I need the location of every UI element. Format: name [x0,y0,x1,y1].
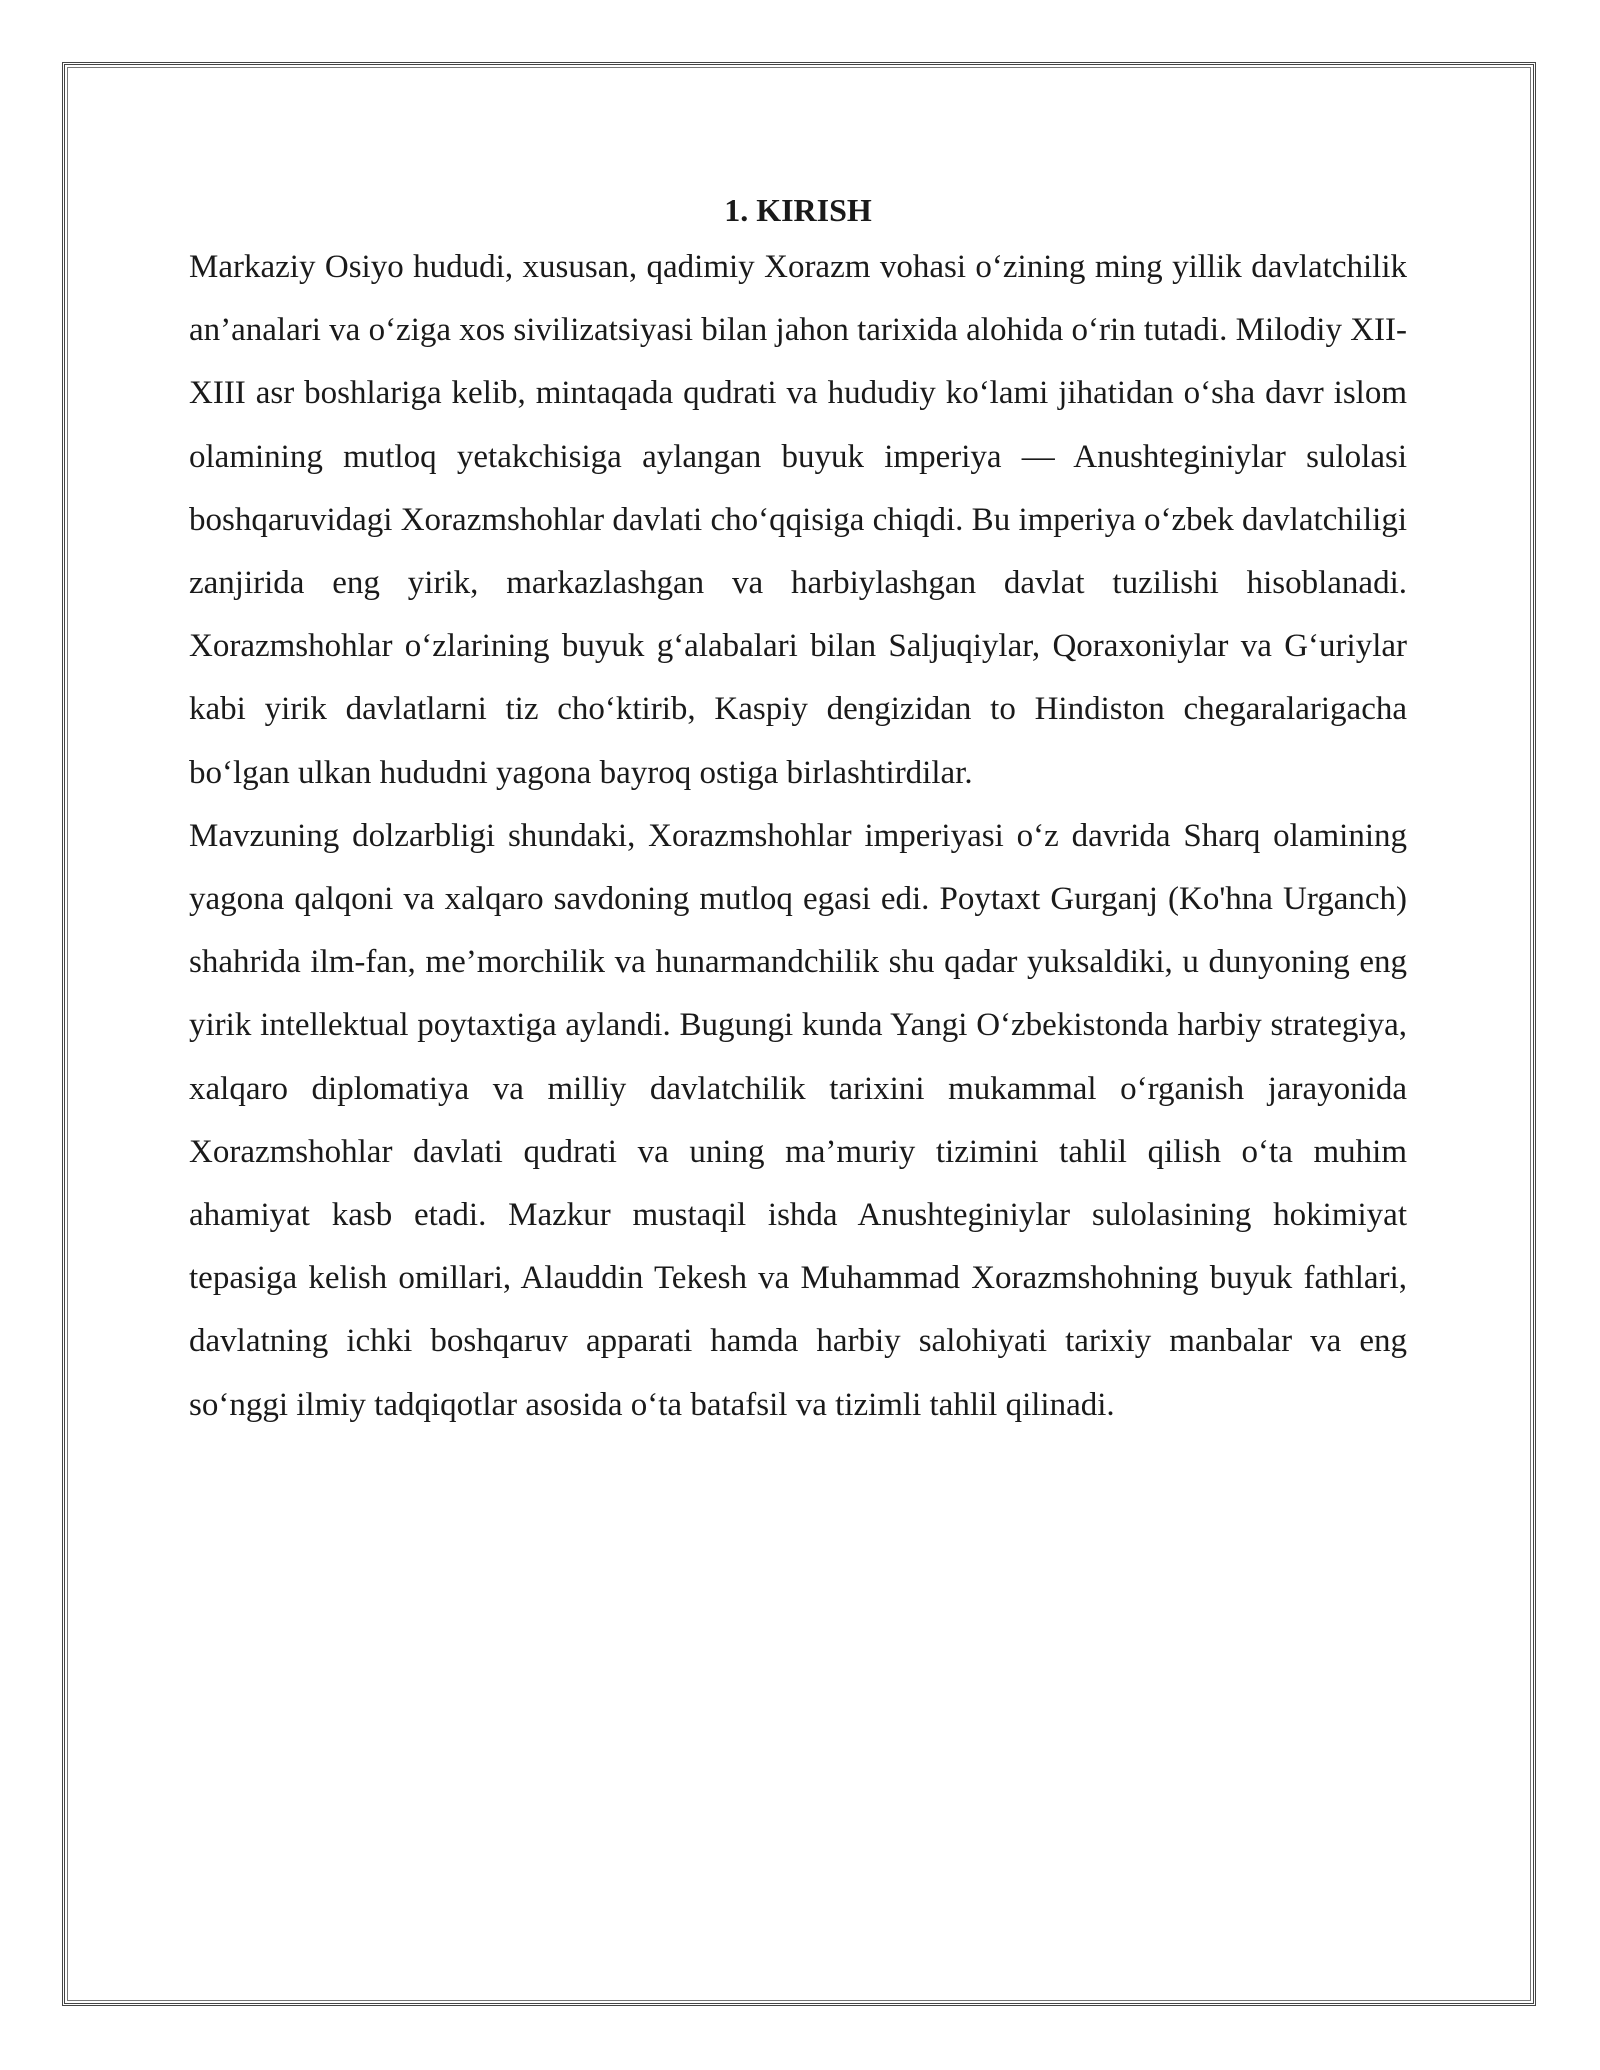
paragraph-2: Mavzuning dolzarbligi shundaki, Xorazmshohlar imperiyasi o‘z davrida Sharq olamining yagona qalqoni va xalqaro savdoning mutloq egasi edi. Poytaxt Gurganj (Ko'hna Urganch) shahrida ilm-fan, me’morchilik va hunarmandchilik shu qadar yuksaldiki, u dunyoning eng yirik intellektual poytaxtiga aylandi. Bugungi kunda Yangi O‘zbekistonda harbiy strategiya, xalqaro diplomatiya va milliy davlatchilik tarixini mukammal o‘rganish jarayonida Xorazmshohlar davlati qudrati va uning ma’muriy tizimini tahlil qilish o‘ta muhim ahamiyat kasb etadi. Mazkur mustaqil ishda Anushteginiylar sulolasining hokimiyat tepasiga kelish omillari, Alauddin Tekesh va Muhammad Xorazmshohning buyuk fathlari, davlatning ichki boshqaruv apparati hamda harbiy salohiyati tarixiy manbalar va eng so‘nggi ilmiy tadqiqotlar asosida o‘ta batafsil va tizimli tahlil qilinadi. [189,817,1407,1423]
paragraph-1: Markaziy Osiyo hududi, xususan, qadimiy Xorazm vohasi o‘zining ming yillik davlatchilik an’analari va o‘ziga xos sivilizatsiyasi bilan jahon tarixida alohida o‘rin tutadi. Milodiy XII-XIII asr boshlariga kelib, mintaqada qudrati va hududiy ko‘lami jihatidan o‘sha davr islom olamining mutloq yetakchisiga aylangan buyuk imperiya — Anushteginiylar sulolasi boshqaruvidagi Xorazmshohlar davlati cho‘qqisiga chiqdi. Bu imperiya o‘zbek davlatchiligi zanjirida eng yirik, markazlashgan va harbiylashgan davlat tuzilishi hisoblanadi. Xorazmshohlar o‘zlarining buyuk g‘alabalari bilan Saljuqiylar, Qoraxoniylar va G‘uriylar kabi yirik davlatlarni tiz cho‘ktirib, Kaspiy dengizidan to Hindiston chegaralarigacha bo‘lgan ulkan hududni yagona bayroq ostiga birlashtirdilar. [189,249,1407,791]
section-heading: 1. KIRISH [724,192,872,228]
document-body [189,184,1407,1437]
